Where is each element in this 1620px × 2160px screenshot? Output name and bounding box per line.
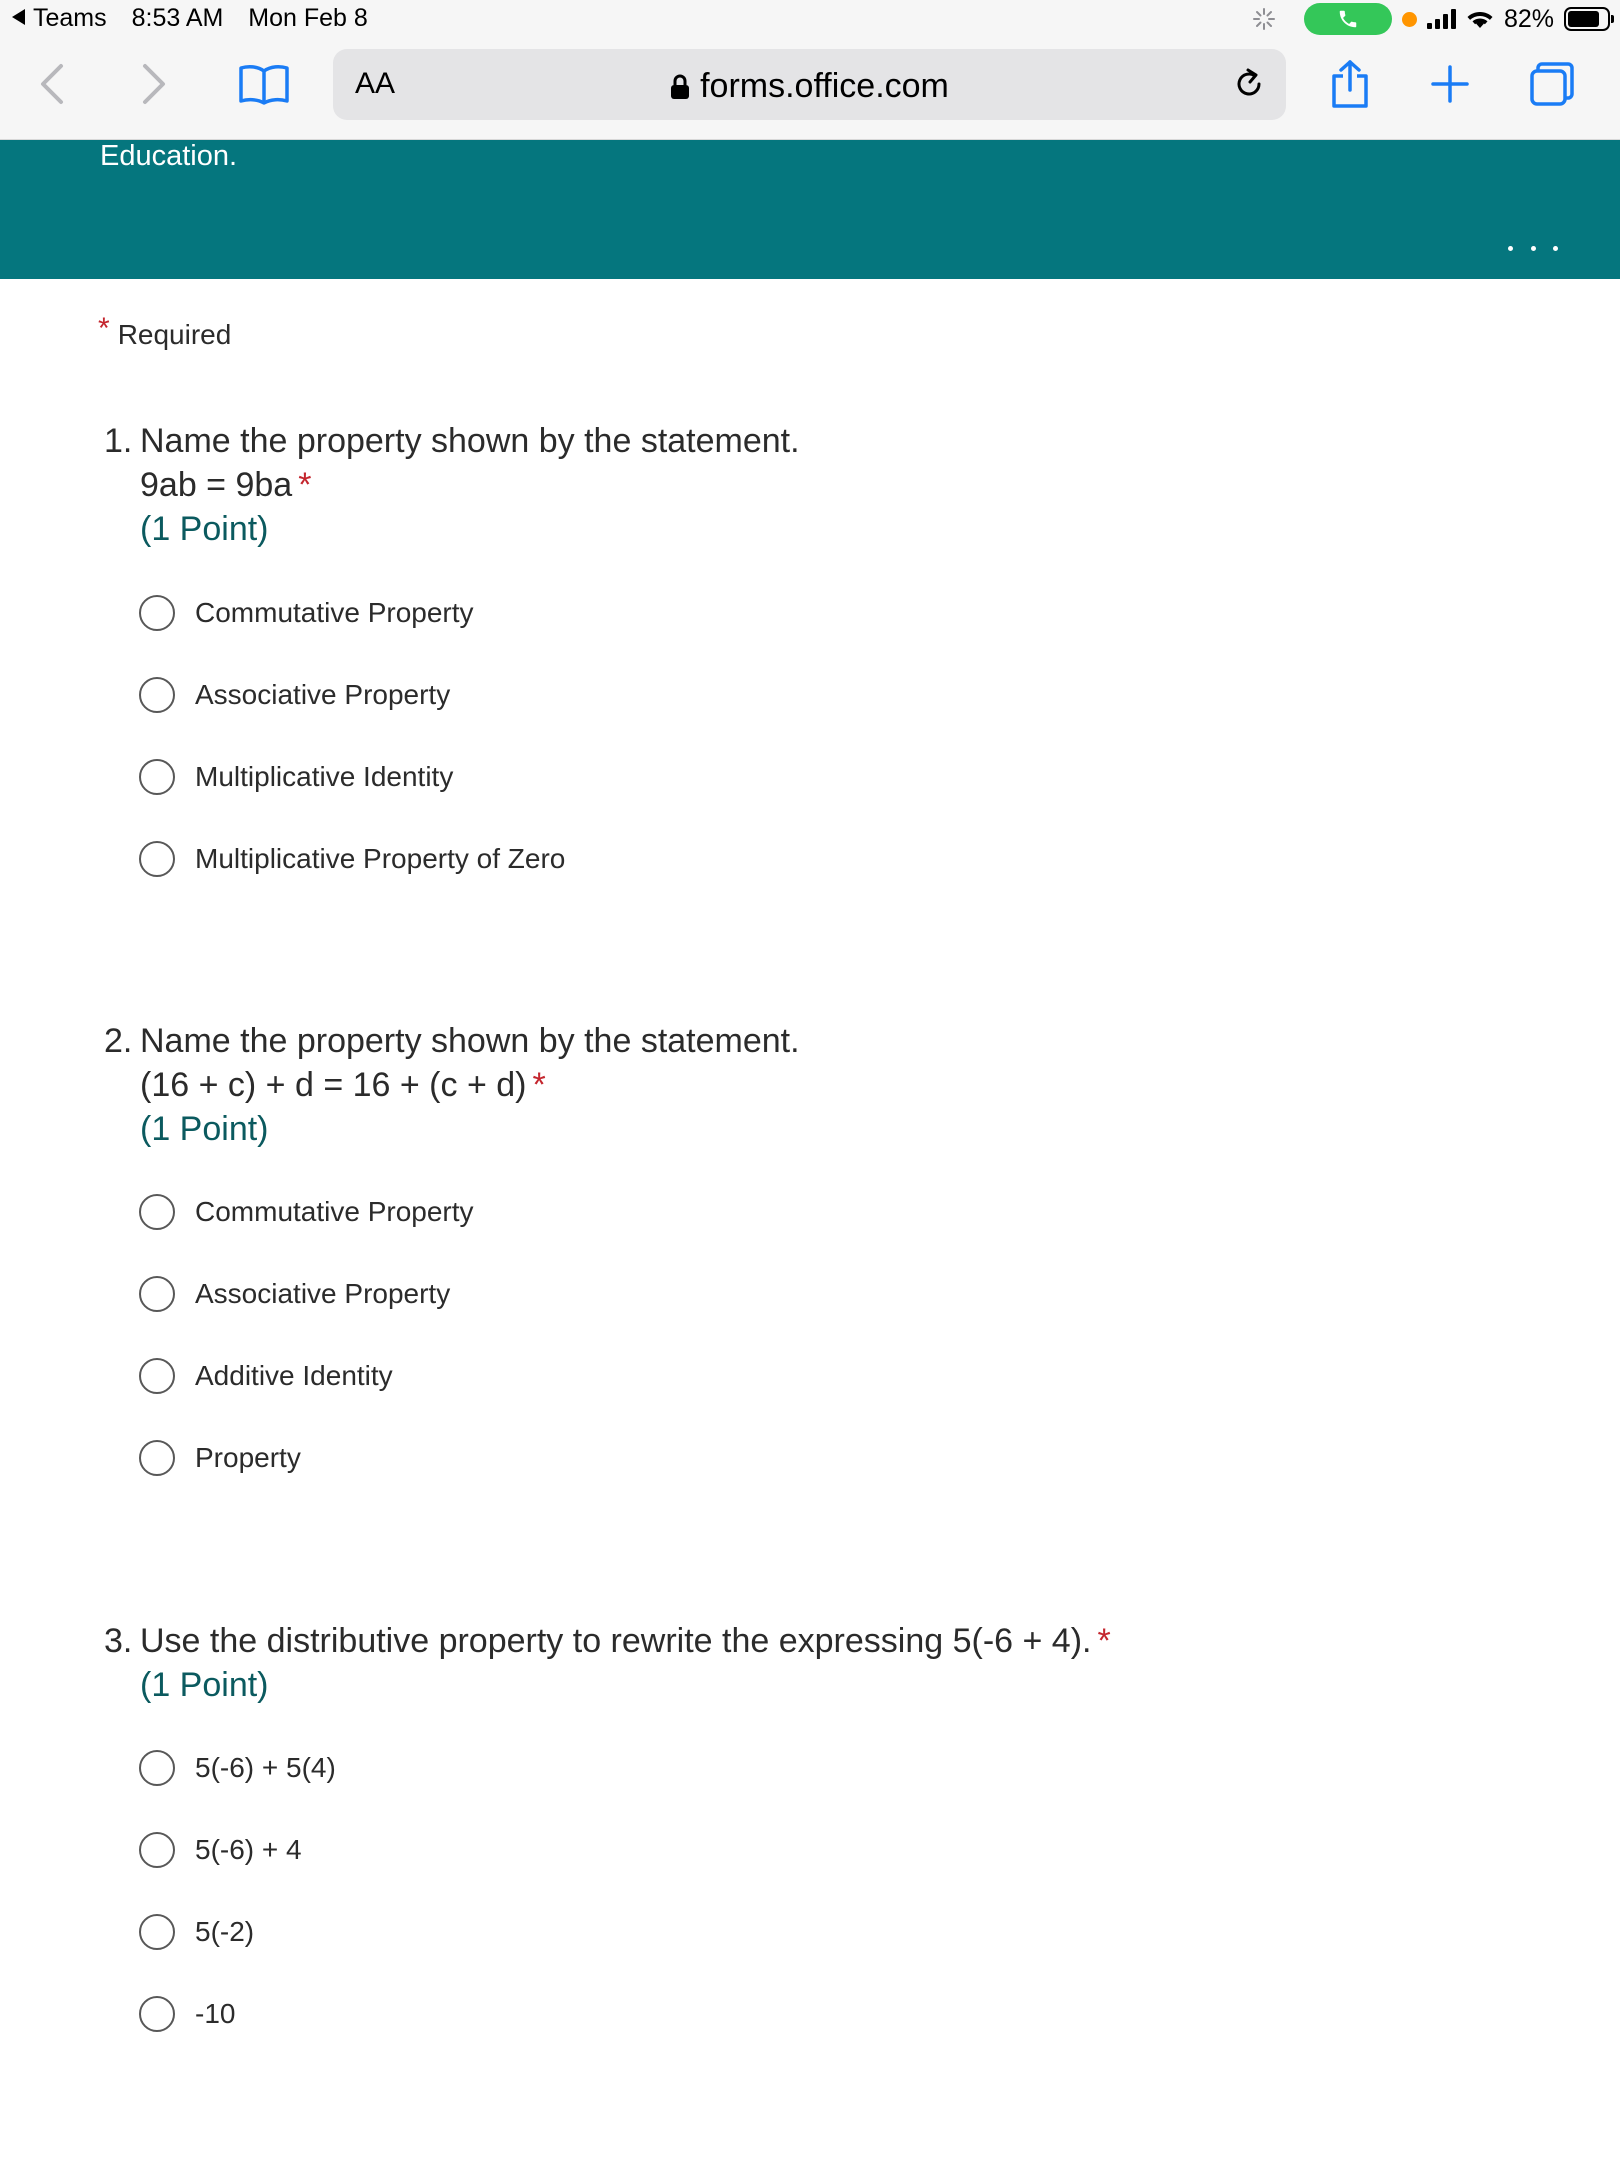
cellular-signal-icon	[1427, 9, 1456, 29]
tabs-overview-button[interactable]	[1522, 54, 1582, 114]
question-2	[104, 1019, 1504, 1151]
question-points: (1 Point)	[140, 510, 269, 548]
new-tab-button[interactable]	[1420, 54, 1480, 114]
question-statement	[104, 1063, 1504, 1107]
option-label: 5(-6) + 5(4)	[195, 1752, 336, 1783]
lock-icon	[670, 74, 690, 100]
share-button[interactable]	[1320, 54, 1380, 114]
battery-percent: 82%	[1503, 4, 1554, 33]
status-date: Mon Feb 8	[248, 4, 368, 32]
q3-option-4[interactable]	[139, 1989, 235, 2039]
phone-icon	[1337, 8, 1359, 30]
question-number: 3.	[104, 1622, 133, 1660]
form-header-banner	[0, 140, 1620, 279]
option-label: -10	[195, 1998, 236, 2029]
question-statement	[104, 463, 1504, 507]
radio-button[interactable]	[139, 759, 175, 795]
question-points: (1 Point)	[140, 1110, 269, 1148]
loading-spinner-icon	[1252, 7, 1276, 31]
question-title	[104, 419, 1504, 463]
required-label: Required	[117, 319, 232, 350]
forward-button[interactable]	[124, 54, 184, 114]
wifi-icon	[1466, 8, 1494, 30]
mic-indicator-dot	[1402, 12, 1417, 27]
question-1	[104, 419, 1504, 551]
radio-button[interactable]	[139, 677, 175, 713]
radio-button[interactable]	[139, 1358, 175, 1394]
required-star: *	[1097, 1622, 1111, 1660]
battery-icon	[1564, 7, 1610, 31]
form-description-text: Education.	[100, 140, 238, 172]
question-points: (1 Point)	[140, 1666, 269, 1704]
statement-text: 9ab = 9ba	[140, 466, 293, 504]
question-text: Name the property shown by the statement.	[140, 422, 800, 460]
q3-option-1[interactable]	[139, 1743, 336, 1793]
option-label: 5(-6) + 4	[195, 1834, 302, 1865]
radio-button[interactable]	[139, 1194, 175, 1230]
back-button[interactable]	[22, 54, 82, 114]
status-right	[1252, 2, 1610, 36]
option-label: Additive Identity	[195, 1360, 393, 1391]
browser-toolbar	[0, 38, 1620, 140]
battery-fill	[1568, 11, 1599, 27]
more-options-button[interactable]	[1508, 236, 1558, 260]
radio-button[interactable]	[139, 1914, 175, 1950]
option-label: Associative Property	[195, 1278, 451, 1309]
more-dot	[1553, 246, 1558, 251]
q3-option-3[interactable]	[139, 1907, 254, 1957]
option-label: Property	[195, 1442, 301, 1473]
option-label: Associative Property	[195, 679, 451, 710]
required-star: *	[98, 312, 110, 345]
question-title	[104, 1619, 1504, 1663]
radio-button[interactable]	[139, 595, 175, 631]
radio-button[interactable]	[139, 1832, 175, 1868]
back-triangle-icon	[12, 9, 25, 25]
q1-option-4[interactable]	[139, 834, 565, 884]
option-label: Multiplicative Property of Zero	[195, 843, 566, 874]
chevron-right-icon	[139, 62, 169, 106]
share-icon	[1328, 59, 1372, 109]
plus-icon	[1430, 64, 1470, 104]
option-label: Commutative Property	[195, 1196, 474, 1227]
q1-option-2[interactable]	[139, 670, 450, 720]
more-dot	[1531, 246, 1536, 251]
reload-icon	[1232, 67, 1266, 101]
q2-option-3[interactable]	[139, 1351, 393, 1401]
question-text: Use the distributive property to rewrite the expressing 5(-6 + 4).	[140, 1622, 1092, 1660]
required-legend	[98, 312, 232, 352]
reader-options-label: AA	[355, 67, 396, 100]
url-display[interactable]	[333, 67, 1286, 106]
question-3	[104, 1619, 1504, 1707]
reload-button[interactable]	[1226, 61, 1272, 107]
option-label: Multiplicative Identity	[195, 761, 454, 792]
back-to-app-link[interactable]: Teams	[12, 4, 107, 32]
active-call-pill[interactable]	[1304, 3, 1392, 35]
question-text: Name the property shown by the statement.	[140, 1022, 800, 1060]
radio-button[interactable]	[139, 841, 175, 877]
status-bar	[0, 0, 1620, 38]
status-time: 8:53 AM	[131, 4, 224, 32]
question-number: 1.	[104, 422, 133, 460]
q3-option-2[interactable]	[139, 1825, 302, 1875]
question-number: 2.	[104, 1022, 133, 1060]
radio-button[interactable]	[139, 1440, 175, 1476]
chevron-left-icon	[37, 62, 67, 106]
q2-option-1[interactable]	[139, 1187, 474, 1237]
tabs-icon	[1528, 61, 1576, 107]
option-label: 5(-2)	[195, 1916, 255, 1947]
more-dot	[1508, 246, 1513, 251]
radio-button[interactable]	[139, 1750, 175, 1786]
required-star: *	[532, 1066, 546, 1104]
q2-option-2[interactable]	[139, 1269, 450, 1319]
radio-button[interactable]	[139, 1276, 175, 1312]
status-left	[12, 4, 386, 33]
required-star: *	[298, 466, 312, 504]
question-title	[104, 1019, 1504, 1063]
q2-option-4[interactable]	[139, 1433, 301, 1483]
radio-button[interactable]	[139, 1996, 175, 2032]
book-icon	[238, 63, 290, 105]
q1-option-3[interactable]	[139, 752, 453, 802]
address-bar[interactable]	[333, 49, 1286, 120]
bookmarks-button[interactable]	[234, 54, 294, 114]
url-text: forms.office.com	[700, 67, 949, 105]
statement-text: (16 + c) + d = 16 + (c + d)	[140, 1066, 527, 1104]
option-label: Commutative Property	[195, 597, 474, 628]
q1-option-1[interactable]	[139, 588, 474, 638]
